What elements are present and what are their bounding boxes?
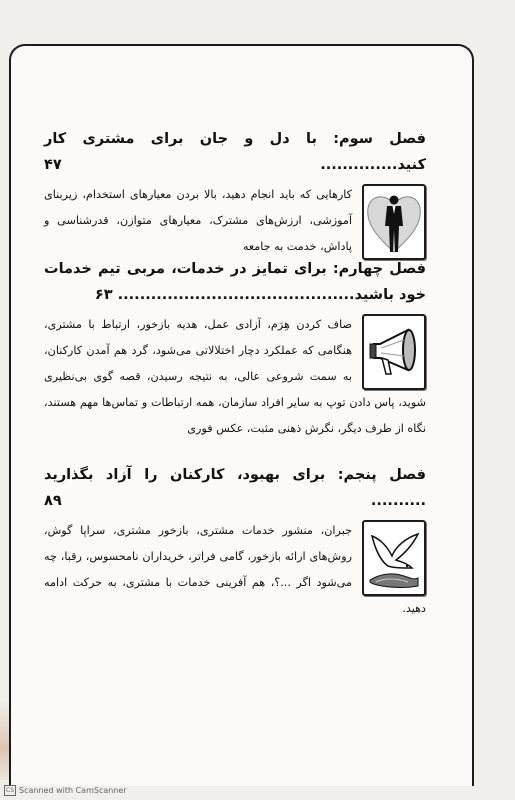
businessman-heart-icon (362, 184, 426, 260)
chapter-4-body (44, 312, 426, 442)
scanner-watermark (4, 785, 127, 796)
chapter-3-topics: کارهایی که باید انجام دهید، بالا بردن معیارهای استخدام، زیربنای آموزشی، ارزش‌های مشترک، معیارهای متوازن، قدرشناسی و پاداش، خدمت به جامعه (44, 188, 352, 253)
chapter-4-topics: صاف کردن هِرَم، آزادی عمل، هدیه بازخور، ارتباط با مشتری، هنگامی که عملکرد دچار اختلالاتی می‌شود، گرد هم آمدن کارکنان، به سمت شروعی عالی، به نتیجه رسیدن، قصه گوی بی‌نظیری شوید، پاس دادن توپ به سایر افراد سازمان، همه ارتباطات و تماس‌ها مهم هستند، نگاه از طرف دیگر، نگرش ذهنی مثبت، عکس فوری (44, 318, 426, 435)
chapter-3 (44, 126, 426, 266)
camscanner-logo: CS (6, 787, 14, 794)
chapter-4-title: فصل چهارم: برای تمایز در خدمات، مربی تیم خدمات خود باشید........................................... ۶۳ (44, 261, 426, 303)
chapter-3-title: فصل سوم: با دل و جان برای مشتری کار کنید.............. ۴۷ (44, 131, 426, 173)
chapter-5-topics: جبران، منشور خدمات مشتری، بازخور مشتری، سراپا گوش، روش‌های ارائه بازخور، گامی فراتر، خریداران نامحسوس، رقبا، چه می‌شود اگر ...؟، هم آفرینی خدمات با مشتری، به حرکت ادامه دهید. (44, 524, 426, 615)
chapter-5 (44, 462, 426, 622)
megaphone-icon (362, 314, 426, 390)
chapter-4 (44, 256, 426, 442)
chapter-5-title: فصل پنجم: برای بهبود، کارکنان را آزاد بگذارید .......... ۸۹ (44, 467, 426, 509)
chapter-3-body (44, 182, 426, 266)
dove-hand-icon (362, 520, 426, 596)
scanner-watermark-text: Scanned with CamScanner (19, 786, 127, 795)
chapter-5-body (44, 518, 426, 622)
